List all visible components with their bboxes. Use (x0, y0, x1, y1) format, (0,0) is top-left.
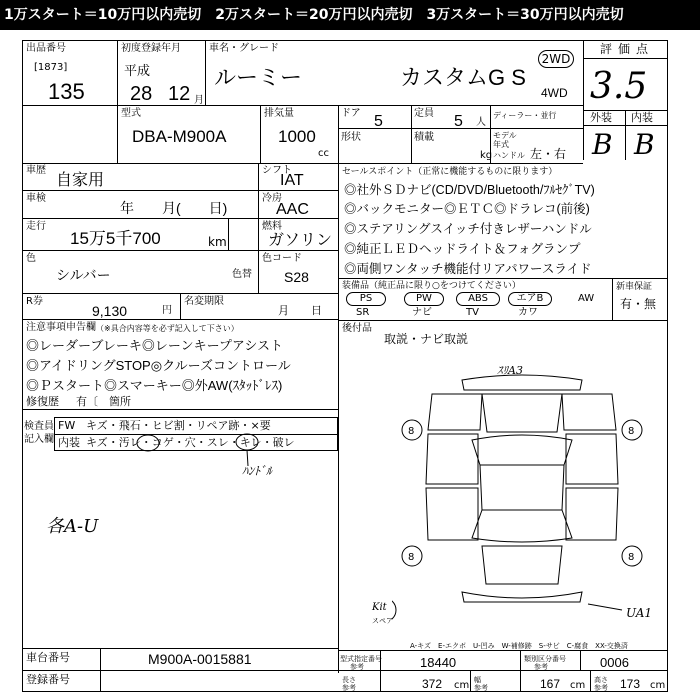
handwriting-note: 各A-U (46, 516, 99, 537)
width-label: 幅 (474, 676, 481, 684)
handle-value: 左・右 (530, 147, 567, 161)
note-1: ◎レーダーブレーキ◎レーンキープアシスト (26, 338, 284, 353)
equip-airbag: エアB (508, 292, 552, 306)
damage-legend: A-キズ E-エクボ U-凹み W-補修跡 S-サビ C-腐食 XX-交換済 (410, 642, 628, 650)
class-no-label: 類別区分番号 (524, 655, 566, 663)
model-year-label: モデル (493, 131, 517, 140)
hood (482, 394, 562, 432)
length-value: 372 (422, 677, 443, 691)
width-unit: cm (570, 680, 586, 691)
first-reg-month-unit: 月 (194, 95, 204, 106)
model-year-label2: 年式 (493, 140, 509, 149)
svg-text:8: 8 (628, 426, 635, 437)
sales-point-1: ◎社外ＳＤナビ(CD/DVD/Bluetooth/ﾌﾙｾｸﾞTV) (344, 183, 595, 197)
notes-sublabel: （※具合内容等を必ず記入して下さい） (96, 324, 239, 333)
right-front-fender (562, 394, 616, 430)
usage-label: 車歴 (26, 165, 46, 176)
inspection-value: 年 月( 日) (120, 200, 228, 216)
spec-ref1: 参考 (350, 663, 364, 671)
spare-label: スペア (372, 617, 393, 625)
handwriting-kit: Kit (372, 602, 387, 613)
fuel-label: 燃料 (262, 221, 282, 232)
lot-label: 出品番号 (26, 43, 66, 54)
handle-label: ハンドル (493, 151, 525, 160)
height-unit: cm (650, 680, 666, 691)
equip-leather: カワ (518, 307, 538, 318)
disp-unit: cc (318, 148, 329, 159)
model-grade: カスタムG S (400, 65, 526, 90)
lot-number: 135 (48, 79, 85, 104)
equipment-label: 装備品（純正品に限り○をつけてください） (342, 281, 521, 291)
color-code-label: 色コード (262, 253, 302, 264)
shape-label: 形状 (341, 132, 361, 143)
first-reg-month: 12 (168, 83, 191, 105)
inspector-label1: 検査員 (24, 421, 54, 432)
recycle-value: 9,130 (92, 303, 128, 319)
equip-tv: TV (466, 307, 479, 318)
drive-4wd: 4WD (541, 86, 568, 100)
equip-aw: AW (578, 293, 595, 304)
svg-text:8: 8 (408, 552, 415, 563)
disp-label: 排気量 (264, 108, 294, 119)
new-warranty-label: 新車保証 (616, 282, 653, 292)
class-ref: 参考 (534, 663, 548, 671)
car-diagram (392, 360, 652, 620)
door-value: 5 (374, 113, 383, 130)
handwriting-handle: ﾊﾝﾄﾞﾙ (242, 464, 273, 478)
int-label: 内装 (631, 111, 653, 124)
ext-score: B (592, 128, 613, 161)
door-label: ドア (341, 108, 361, 119)
fuel-value: ガソリン (268, 232, 333, 249)
class-no-value: 0006 (600, 655, 629, 670)
mileage-unit: km (208, 235, 227, 249)
equip-navi: ナビ (412, 307, 432, 318)
repair-label: 修復歴 (26, 395, 59, 408)
first-reg-label: 初度登録年月 (121, 43, 181, 54)
recycle-unit: 円 (162, 305, 172, 316)
type-label: 型式 (121, 108, 141, 119)
int-score: B (634, 128, 655, 161)
left-front-door (426, 434, 478, 484)
length-ref: 参考 (342, 684, 356, 692)
repair-value: 有〔 箇所 (76, 395, 131, 408)
chassis-value: M900A-0015881 (148, 651, 252, 667)
shift-label: シフト (262, 165, 292, 176)
ac-value: AAC (276, 201, 309, 218)
equip-abs: ABS (456, 292, 500, 306)
mileage-label: 走行 (26, 221, 46, 232)
ac-label: 冷房 (262, 193, 282, 204)
score-label: 評価点 (600, 42, 655, 56)
width-ref: 参考 (474, 684, 488, 692)
new-warranty-value: 有・無 (620, 297, 657, 311)
note-3: ◎Ｐスタート◎スマーキー◎外AW(ｽﾀｯﾄﾞﾚｽ) (26, 378, 283, 393)
postinstall-value: 取説・ナビ取説 (384, 332, 469, 346)
color-value: シルバー (56, 267, 111, 283)
rear-glass (472, 510, 572, 542)
cap-label: 定員 (414, 108, 434, 119)
banner: 1万スタート＝10万円以内売切 2万スタート＝20万円以内売切 3万スタート＝30万円以内売切 (0, 0, 700, 30)
note-2: ◎アイドリングSTOP◎クルーズコントロール (26, 358, 291, 373)
spec-no-label: 型式指定番号 (340, 655, 382, 663)
right-rear-door (566, 488, 618, 540)
left-front-fender (428, 394, 482, 430)
back-door (482, 546, 562, 584)
usage-value: 自家用 (56, 172, 105, 189)
cap-value: 5 (454, 113, 463, 130)
mileage-value: 15万5千700 (70, 229, 161, 248)
inspector-row1-label: FW (58, 419, 76, 432)
inspector-label2: 記入欄 (24, 434, 54, 445)
cap-unit: 人 (476, 117, 486, 128)
postinstall-label: 後付品 (342, 323, 372, 334)
equip-pw: PW (404, 292, 444, 306)
inspector-row1: キズ・飛石・ヒビ割・リペア跡・×要 (86, 419, 271, 432)
first-reg-era: 平成 (124, 63, 151, 78)
reg-label: 登録番号 (26, 673, 70, 686)
height-label: 高さ (594, 676, 608, 684)
recycle-label: R券 (26, 296, 43, 307)
spec-no-value: 18440 (420, 655, 457, 670)
height-ref: 参考 (594, 684, 608, 692)
rear-bumper (462, 592, 582, 602)
shift-value: IAT (280, 172, 304, 189)
type-value: DBA-M900A (132, 127, 227, 146)
dealer-label: ディーラー・並行 (493, 111, 557, 120)
handwriting-rear: UA1 (626, 606, 653, 620)
inspector-row2: キズ・汚レ・コゲ・穴・スレ・キレ・破レ (86, 436, 295, 449)
load-label: 積載 (414, 132, 434, 143)
sales-point-3: ◎ステアリングスイッチ付きレザーハンドル (344, 222, 592, 236)
lot-code: [1873] (34, 62, 68, 73)
sales-point-4: ◎純正ＬＥＤヘッドライト＆フォグランプ (344, 242, 581, 256)
sales-point-2: ◎バックモニター◎ＥＴＣ◎ドラレコ(前後) (344, 202, 590, 216)
equip-ps: PS (346, 292, 386, 306)
disp-value: 1000 (278, 127, 316, 146)
svg-text:8: 8 (408, 426, 415, 437)
color-label: 色 (26, 253, 36, 264)
left-rear-door (426, 488, 478, 540)
inspector-row2-label: 内装 (58, 436, 80, 449)
name-change-value: 月 日 (278, 304, 322, 317)
windshield (472, 435, 572, 465)
width-value: 167 (540, 677, 561, 691)
sales-point-5: ◎両側ワンタッチ機能付リアパワースライド (344, 262, 592, 276)
first-reg-year: 28 (130, 83, 153, 105)
color-code-value: S28 (284, 269, 309, 285)
right-front-door (566, 434, 618, 484)
notes-label: 注意事項申告欄 (26, 322, 96, 333)
model-label: 車名・グレード (209, 43, 279, 54)
ext-label: 外装 (590, 111, 612, 124)
height-value: 173 (620, 677, 641, 691)
equip-sr: SR (356, 307, 370, 318)
drive-2wd-circle: 2WD (538, 50, 574, 68)
chassis-label: 車台番号 (26, 651, 70, 664)
score-value: 3.5 (590, 66, 648, 107)
length-label: 長さ (342, 676, 356, 684)
roof (480, 465, 564, 510)
color-change-label: 色替 (232, 269, 252, 280)
load-unit: kg (480, 150, 493, 161)
sales-points-label: セールスポイント（正常に機能するものに限ります） (342, 167, 558, 177)
length-unit: cm (454, 680, 470, 691)
model-name: ルーミー (214, 65, 303, 90)
name-change-label: 名変期限 (184, 296, 224, 307)
svg-text:8: 8 (628, 552, 635, 563)
handwriting-bumper: ｽﾘA3 (497, 364, 523, 377)
inspection-label: 車検 (26, 193, 46, 204)
